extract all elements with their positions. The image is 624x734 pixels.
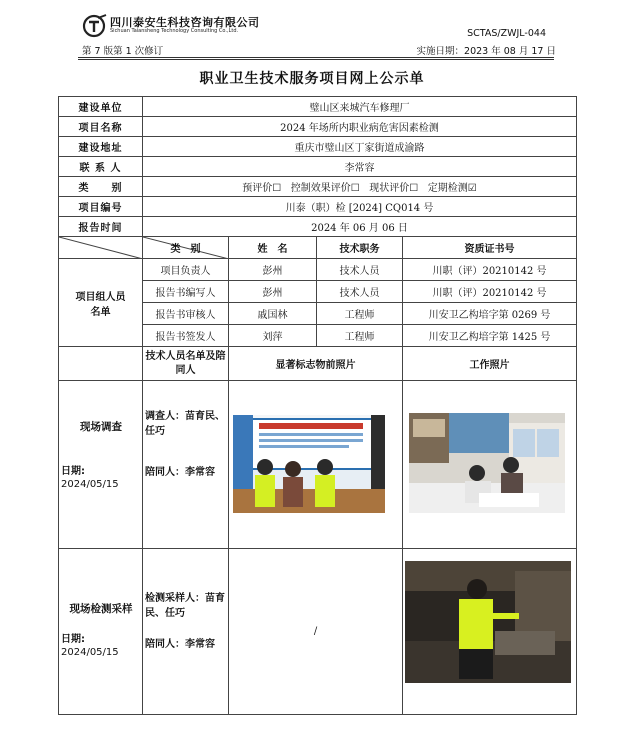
member-title: 技术人员	[317, 281, 403, 303]
row-project-no	[59, 197, 577, 217]
header-divider	[78, 57, 554, 58]
photo-header-row	[59, 347, 577, 381]
value-report-time: 2024 年 06 月 06 日	[143, 217, 577, 237]
checked-checkbox-icon: ☑	[467, 183, 477, 194]
site-survey-date: 日期: 2024/05/15	[61, 466, 119, 490]
diagonal-cell	[59, 237, 143, 259]
label-project-name: 项目名称	[59, 117, 143, 137]
label-unit: 建设单位	[59, 97, 143, 117]
landmark-photo-placeholder: /	[229, 549, 403, 715]
value-category	[143, 177, 577, 197]
doc-code: SCTAS/ZWJL-044	[467, 28, 546, 39]
site-survey-staff	[143, 381, 229, 549]
member-role: 项目负责人	[143, 259, 229, 281]
member-title: 技术人员	[317, 259, 403, 281]
member-role: 报告书审核人	[143, 303, 229, 325]
members-section-label: 项目组人员名单	[59, 259, 143, 347]
company-name-en: Sichuan Taiansheng Technology Consulting Co.,Ltd.	[110, 28, 239, 34]
site-sampling-row	[59, 549, 577, 715]
checkbox-icon: ☐	[350, 183, 360, 194]
site-sampling-label: 现场检测采样	[69, 603, 133, 615]
investigators: 调查人：苗育民、任巧	[145, 411, 225, 437]
row-report-time	[59, 217, 577, 237]
header-landmark-photo: 显著标志物前照片	[229, 347, 403, 381]
header-work-photo: 工作照片	[403, 347, 577, 381]
member-cert: 川职（评）20210142 号	[403, 281, 577, 303]
row-project-name	[59, 117, 577, 137]
escort: 陪同人：李常容	[145, 467, 215, 478]
page-title: 职业卫生技术服务项目网上公示单	[199, 71, 425, 87]
category-periodic-test: 定期检测☑	[427, 183, 477, 194]
value-contact: 李常容	[143, 157, 577, 177]
row-unit	[59, 97, 577, 117]
site-sampling-date: 日期: 2024/05/15	[61, 634, 119, 658]
value-project-no: 川泰（职）检 [2024] CQ014 号	[143, 197, 577, 217]
site-survey-row	[59, 381, 577, 549]
member-title: 工程师	[317, 303, 403, 325]
empty-cell	[59, 347, 143, 381]
escort: 陪同人：李常容	[145, 639, 215, 650]
sampling-photo-cell	[403, 549, 577, 715]
member-row	[59, 259, 577, 281]
member-name: 刘萍	[229, 325, 317, 347]
site-sampling-cell	[59, 549, 143, 715]
member-role: 报告书签发人	[143, 325, 229, 347]
row-category	[59, 177, 577, 197]
work-photo-cell	[403, 381, 577, 549]
header-cert: 资质证书号	[403, 237, 577, 259]
company-logo	[82, 14, 108, 38]
revision: 第 7 版第 1 次修订	[82, 46, 164, 57]
company-name-cn: 四川泰安生科技咨询有限公司	[110, 16, 260, 29]
header-staff: 技术人员名单及陪同人	[143, 347, 229, 381]
site-sampling-staff	[143, 549, 229, 715]
sampling-photo-image	[405, 561, 571, 683]
member-role: 报告书编写人	[143, 281, 229, 303]
site-survey-cell	[59, 381, 143, 549]
landmark-photo-cell	[229, 381, 403, 549]
landmark-photo-image	[233, 415, 385, 513]
member-cert: 川职（评）20210142 号	[403, 259, 577, 281]
member-title: 工程师	[317, 325, 403, 347]
label-project-no: 项目编号	[59, 197, 143, 217]
header-divider-2	[78, 59, 554, 60]
checkbox-icon: ☐	[409, 183, 419, 194]
value-address: 重庆市璧山区丁家街道成渝路	[143, 137, 577, 157]
header-title: 技术职务	[317, 237, 403, 259]
category-status-eval: 现状评价☐	[369, 183, 419, 194]
member-name: 彭州	[229, 259, 317, 281]
category-control-effect: 控制效果评价☐	[290, 183, 360, 194]
category-pre-eval: 预评价☐	[242, 183, 282, 194]
implementation-date: 实施日期：2023 年 08 月 17 日	[416, 46, 556, 57]
header-role: 类 别	[143, 237, 229, 259]
members-header-row	[59, 237, 577, 259]
samplers: 检测采样人：苗育民、任巧	[145, 593, 225, 619]
work-photo-image	[409, 413, 565, 513]
member-name: 戚国林	[229, 303, 317, 325]
member-cert: 川安卫乙构培字第 0269 号	[403, 303, 577, 325]
label-contact: 联 系 人	[59, 157, 143, 177]
header-name: 姓 名	[229, 237, 317, 259]
member-name: 彭州	[229, 281, 317, 303]
value-project-name: 2024 年场所内职业病危害因素检测	[143, 117, 577, 137]
label-category: 类 别	[59, 177, 143, 197]
value-unit: 璧山区来城汽车修理厂	[143, 97, 577, 117]
checkbox-icon: ☐	[272, 183, 282, 194]
row-address	[59, 137, 577, 157]
member-cert: 川安卫乙构培字第 1425 号	[403, 325, 577, 347]
site-survey-label: 现场调查	[80, 421, 122, 433]
info-table	[58, 96, 577, 715]
diagonal-line	[59, 237, 143, 259]
row-contact	[59, 157, 577, 177]
label-address: 建设地址	[59, 137, 143, 157]
label-report-time: 报告时间	[59, 217, 143, 237]
